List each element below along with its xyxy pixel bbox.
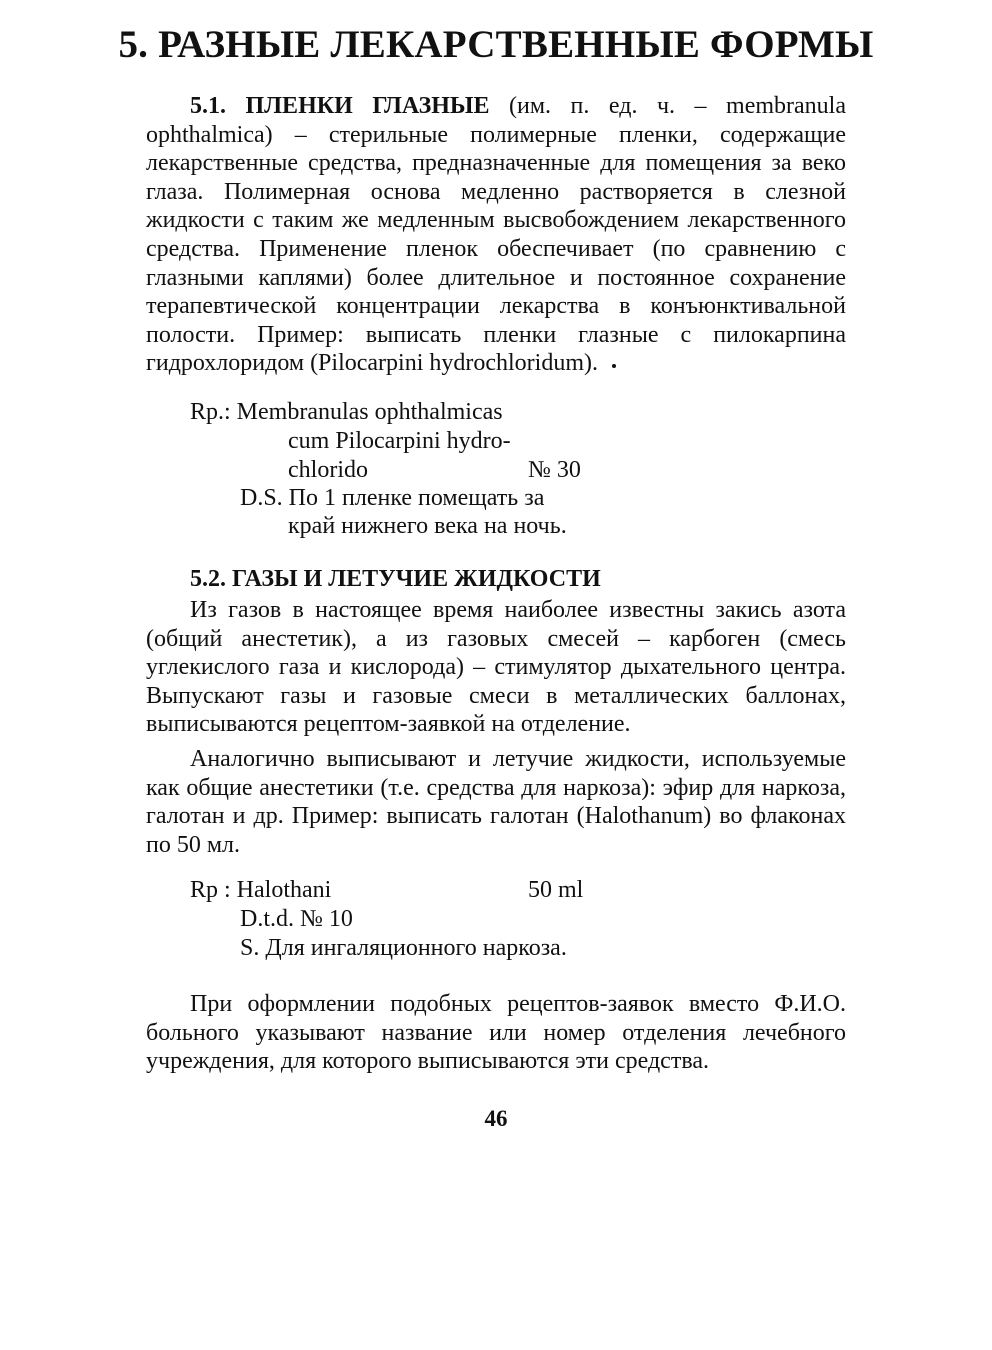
section-5-1-paragraph bbox=[146, 92, 846, 378]
section-5-2-heading: 5.2. ГАЗЫ И ЛЕТУЧИЕ ЖИДКОСТИ bbox=[190, 566, 601, 592]
page-number: 46 bbox=[484, 1106, 508, 1131]
rx1-line-2: cum Pilocarpini hydro- bbox=[288, 428, 511, 454]
rx2-line-1: Rp : Halothani bbox=[190, 877, 332, 903]
section-5-2 bbox=[146, 596, 846, 859]
rx1-line-1: Rp.: Membranulas ophthalmicas bbox=[190, 399, 503, 425]
rx1-quantity: № 30 bbox=[528, 457, 581, 483]
stray-dot-mark bbox=[612, 364, 616, 368]
rx1-line-3: chlorido bbox=[288, 457, 368, 483]
rx1-line-5: край нижнего века на ночь. bbox=[288, 513, 567, 539]
rx2-line-3: S. Для ингаляционного наркоза. bbox=[240, 935, 567, 961]
rx1-line-4: D.S. По 1 пленке помещать за bbox=[240, 485, 545, 511]
section-5-2-paragraph-2: Аналогично выписывают и летучие жидкости, используемые как общие анестетики (т.е. средства для наркоза): эфир для наркоза, галотан и др. Пример: выписать галотан (Halothanum) во флаконах по 50 мл. bbox=[146, 745, 846, 858]
closing-paragraph: При оформлении подобных рецептов-заявок вместо Ф.И.О. больного указывают название или номер отделения лечебного учреждения, для которого выписываются эти средства. bbox=[146, 991, 846, 1075]
section-5-1 bbox=[146, 92, 846, 378]
chapter-title: 5. РАЗНЫЕ ЛЕКАРСТВЕННЫЕ ФОРМЫ bbox=[118, 23, 874, 66]
rx2-line-2: D.t.d. № 10 bbox=[240, 906, 353, 932]
rx2-quantity: 50 ml bbox=[528, 877, 584, 903]
section-5-1-heading: 5.1. ПЛЕНКИ ГЛАЗНЫЕ bbox=[190, 93, 490, 119]
section-5-1-text: (им. п. ед. ч. – membranula ophthalmica) – стерильные полимерные пленки, содержащие лекарственные средства, предназначенные для помещения за веко глаза. Полимерная основа медленно растворяется в слезной жидкости с таким же медленным высвобождением лекарственного средства. Применение пленок обеспечивает (по сравнению с глазными каплями) более длительное и постоянное сохранение терапевтической концентрации лекарства в конъюнктивальной полости. Пример: выписать пленки глазные с пилокарпина гидрохлоридом (Pilocarpini hydrochloridum). bbox=[146, 93, 846, 377]
section-5-2-paragraph-1: Из газов в настоящее время наиболее известны закись азота (общий анестетик), а из газовых смесей – карбоген (смесь углекислого газа и кислорода) – стимулятор дыхательного центра. Выпускают газы и газовые смеси в металлических баллонах, выписываются рецептом-заявкой на отделение. bbox=[146, 597, 846, 738]
closing-section bbox=[146, 990, 846, 1076]
